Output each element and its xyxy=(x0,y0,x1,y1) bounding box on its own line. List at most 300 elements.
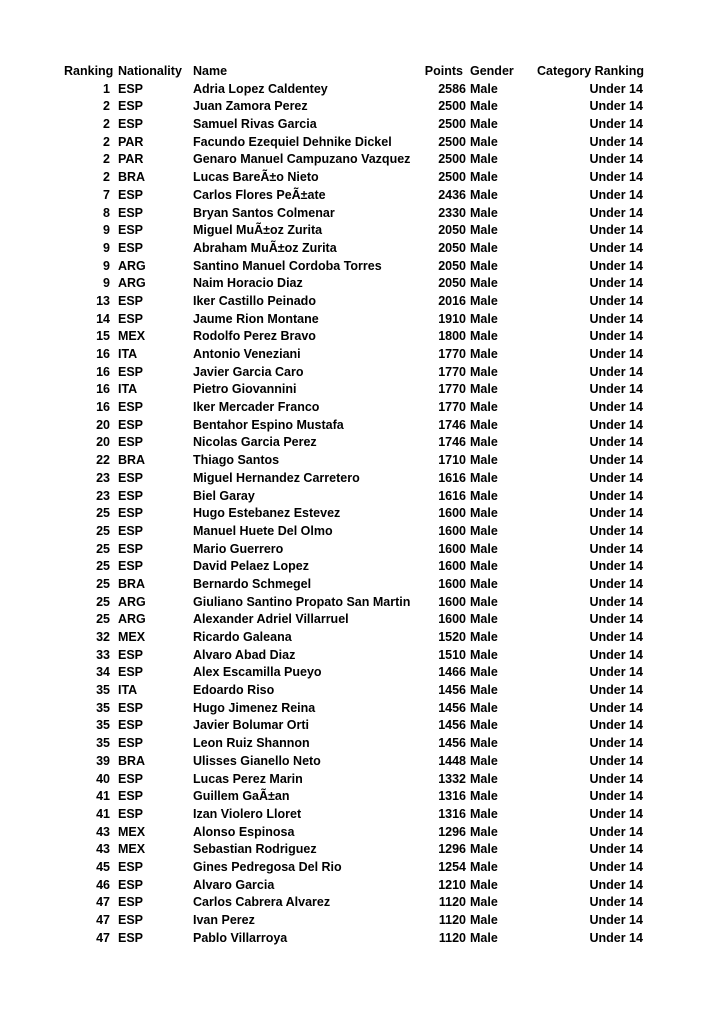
cell-nationality: ESP xyxy=(118,877,144,892)
cell-category-ranking: Under 14 xyxy=(589,134,643,149)
cell-gender: Male xyxy=(470,364,498,379)
cell-nationality: ESP xyxy=(118,400,144,415)
table-row xyxy=(64,576,644,594)
table-row xyxy=(64,877,644,895)
cell-category-ranking: Under 14 xyxy=(589,824,643,839)
cell-gender: Male xyxy=(470,576,498,591)
cell-nationality: ARG xyxy=(118,612,146,627)
cell-gender: Male xyxy=(470,700,498,715)
cell-nationality: ARG xyxy=(118,276,146,291)
cell-category-ranking: Under 14 xyxy=(589,630,643,644)
cell-category-ranking: Under 14 xyxy=(589,895,643,910)
cell-nationality: MEX xyxy=(118,824,146,839)
cell-points: 1600 xyxy=(438,506,466,521)
cell-points: 1746 xyxy=(438,417,466,432)
cell-points: 1710 xyxy=(438,453,466,468)
cell-category-ranking: Under 14 xyxy=(589,417,643,432)
cell-ranking: 20 xyxy=(96,417,110,432)
cell-category-ranking: Under 14 xyxy=(589,576,643,591)
cell-points: 1600 xyxy=(438,523,466,538)
table-row xyxy=(64,452,644,470)
cell-points: 1210 xyxy=(438,877,466,892)
cell-category-ranking: Under 14 xyxy=(589,347,643,361)
table-row xyxy=(64,205,644,223)
cell-name: Alvaro Garcia xyxy=(193,877,275,892)
cell-ranking: 35 xyxy=(96,683,110,698)
cell-category-ranking: Under 14 xyxy=(589,276,643,291)
table-row xyxy=(64,417,644,435)
cell-nationality: ESP xyxy=(118,736,144,751)
cell-nationality: PAR xyxy=(118,134,144,149)
cell-points: 1600 xyxy=(438,612,466,627)
table-row xyxy=(64,311,644,329)
cell-name: Ricardo Galeana xyxy=(193,630,292,644)
cell-gender: Male xyxy=(470,771,498,786)
cell-points: 1616 xyxy=(438,470,466,485)
cell-gender: Male xyxy=(470,435,498,450)
table-row xyxy=(64,664,644,682)
cell-nationality: ESP xyxy=(118,665,144,680)
table-row xyxy=(64,735,644,753)
cell-gender: Male xyxy=(470,665,498,680)
cell-gender: Male xyxy=(470,753,498,768)
table-row xyxy=(64,98,644,116)
cell-name: Naim Horacio Diaz xyxy=(193,276,303,291)
cell-category-ranking: Under 14 xyxy=(589,683,643,698)
cell-category-ranking: Under 14 xyxy=(589,736,643,751)
cell-name: Ulisses Gianello Neto xyxy=(193,753,321,768)
cell-points: 1770 xyxy=(438,382,466,397)
cell-name: Juan Zamora Perez xyxy=(193,99,308,114)
cell-points: 1254 xyxy=(438,859,466,874)
cell-ranking: 40 xyxy=(96,771,110,786)
cell-category-ranking: Under 14 xyxy=(589,718,643,733)
cell-nationality: ESP xyxy=(118,913,144,927)
cell-name: Javier Bolumar Orti xyxy=(193,718,310,733)
table-row xyxy=(64,488,644,506)
cell-name: Rodolfo Perez Bravo xyxy=(193,329,316,344)
cell-category-ranking: Under 14 xyxy=(589,99,643,114)
table-row xyxy=(64,558,644,576)
cell-ranking: 39 xyxy=(96,753,110,768)
cell-nationality: ITA xyxy=(118,683,138,698)
cell-points: 1910 xyxy=(438,311,466,326)
cell-nationality: ESP xyxy=(118,559,144,574)
cell-category-ranking: Under 14 xyxy=(589,400,643,415)
cell-name: Santino Manuel Cordoba Torres xyxy=(193,258,382,273)
cell-nationality: BRA xyxy=(118,576,146,591)
cell-category-ranking: Under 14 xyxy=(589,170,643,185)
table-row xyxy=(64,771,644,789)
table-row xyxy=(64,700,644,718)
cell-points: 2500 xyxy=(438,134,466,149)
table-row xyxy=(64,328,644,346)
cell-name: Genaro Manuel Campuzano Vazquez xyxy=(193,152,411,167)
cell-points: 2436 xyxy=(438,187,466,202)
table-row xyxy=(64,434,644,452)
cell-name: Alexander Adriel Villarruel xyxy=(193,612,349,627)
cell-points: 1296 xyxy=(438,842,466,857)
cell-name: Carlos Cabrera Alvarez xyxy=(193,895,331,910)
cell-nationality: ESP xyxy=(118,364,144,379)
cell-nationality: ESP xyxy=(118,895,144,910)
table-row xyxy=(64,470,644,488)
cell-name: Izan Violero Lloret xyxy=(193,806,302,821)
cell-gender: Male xyxy=(470,630,498,644)
cell-ranking: 23 xyxy=(96,488,110,503)
table-row xyxy=(64,169,644,187)
table-row xyxy=(64,293,644,311)
cell-gender: Male xyxy=(470,541,498,556)
cell-category-ranking: Under 14 xyxy=(589,364,643,379)
cell-category-ranking: Under 14 xyxy=(589,506,643,521)
cell-gender: Male xyxy=(470,824,498,839)
cell-category-ranking: Under 14 xyxy=(589,240,643,255)
column-header-points: Points xyxy=(424,64,463,78)
table-row xyxy=(64,806,644,824)
cell-category-ranking: Under 14 xyxy=(589,842,643,857)
cell-ranking: 25 xyxy=(96,594,110,609)
table-row xyxy=(64,523,644,541)
cell-name: Sebastian Rodriguez xyxy=(193,842,317,857)
cell-name: Miguel Hernandez Carretero xyxy=(193,470,360,485)
cell-ranking: 47 xyxy=(96,930,110,945)
table-row xyxy=(64,611,644,629)
cell-name: Adria Lopez Caldentey xyxy=(193,81,328,96)
column-header-nationality: Nationality xyxy=(118,64,182,78)
cell-category-ranking: Under 14 xyxy=(589,117,643,132)
cell-ranking: 9 xyxy=(103,276,110,291)
cell-ranking: 23 xyxy=(96,470,110,485)
cell-nationality: ESP xyxy=(118,293,144,308)
cell-ranking: 35 xyxy=(96,718,110,733)
cell-gender: Male xyxy=(470,877,498,892)
cell-ranking: 2 xyxy=(103,170,110,185)
cell-nationality: ESP xyxy=(118,806,144,821)
cell-name: Javier Garcia Caro xyxy=(193,364,304,379)
cell-category-ranking: Under 14 xyxy=(589,665,643,680)
cell-category-ranking: Under 14 xyxy=(589,541,643,556)
cell-points: 2050 xyxy=(438,258,466,273)
cell-ranking: 41 xyxy=(96,789,110,804)
cell-points: 2586 xyxy=(438,81,466,96)
table-row xyxy=(64,346,644,364)
cell-nationality: ESP xyxy=(118,435,144,450)
cell-nationality: BRA xyxy=(118,453,146,468)
cell-points: 2500 xyxy=(438,170,466,185)
cell-name: Ivan Perez xyxy=(193,913,255,927)
table-row xyxy=(64,187,644,205)
cell-ranking: 43 xyxy=(96,842,110,857)
cell-gender: Male xyxy=(470,718,498,733)
cell-ranking: 47 xyxy=(96,895,110,910)
cell-name: Abraham MuÃ±oz Zurita xyxy=(193,240,337,255)
cell-name: Hugo Estebanez Estevez xyxy=(193,506,341,521)
cell-points: 1120 xyxy=(438,930,466,945)
cell-name: Giuliano Santino Propato San Martin xyxy=(193,594,411,609)
cell-category-ranking: Under 14 xyxy=(589,293,643,308)
cell-ranking: 35 xyxy=(96,736,110,751)
cell-name: Facundo Ezequiel Dehnike Dickel xyxy=(193,134,392,149)
cell-ranking: 25 xyxy=(96,506,110,521)
cell-points: 1770 xyxy=(438,347,466,361)
cell-category-ranking: Under 14 xyxy=(589,930,643,945)
cell-nationality: ESP xyxy=(118,771,144,786)
table-row xyxy=(64,930,644,948)
cell-ranking: 16 xyxy=(96,400,110,415)
cell-ranking: 35 xyxy=(96,700,110,715)
cell-ranking: 13 xyxy=(96,293,110,308)
cell-category-ranking: Under 14 xyxy=(589,311,643,326)
cell-category-ranking: Under 14 xyxy=(589,223,643,238)
cell-category-ranking: Under 14 xyxy=(589,789,643,804)
cell-ranking: 2 xyxy=(103,99,110,114)
cell-name: David Pelaez Lopez xyxy=(193,559,310,574)
cell-points: 1600 xyxy=(438,559,466,574)
cell-category-ranking: Under 14 xyxy=(589,612,643,627)
cell-gender: Male xyxy=(470,789,498,804)
cell-nationality: ESP xyxy=(118,506,144,521)
cell-category-ranking: Under 14 xyxy=(589,771,643,786)
cell-category-ranking: Under 14 xyxy=(589,152,643,167)
cell-nationality: ESP xyxy=(118,187,144,202)
cell-points: 2050 xyxy=(438,276,466,291)
cell-nationality: ITA xyxy=(118,347,138,361)
cell-ranking: 16 xyxy=(96,382,110,397)
table-row xyxy=(64,717,644,735)
cell-category-ranking: Under 14 xyxy=(589,81,643,96)
cell-name: Pablo Villarroya xyxy=(193,930,288,945)
cell-gender: Male xyxy=(470,559,498,574)
cell-gender: Male xyxy=(470,594,498,609)
cell-points: 2500 xyxy=(438,99,466,114)
cell-gender: Male xyxy=(470,895,498,910)
cell-gender: Male xyxy=(470,187,498,202)
cell-category-ranking: Under 14 xyxy=(589,382,643,397)
cell-points: 1600 xyxy=(438,576,466,591)
column-header-ranking: Ranking xyxy=(64,64,114,78)
cell-nationality: PAR xyxy=(118,152,144,167)
cell-name: Nicolas Garcia Perez xyxy=(193,435,317,450)
cell-ranking: 14 xyxy=(96,311,110,326)
table-body xyxy=(64,81,644,948)
cell-gender: Male xyxy=(470,612,498,627)
cell-ranking: 33 xyxy=(96,647,110,662)
cell-name: Samuel Rivas Garcia xyxy=(193,117,317,132)
cell-points: 2500 xyxy=(438,117,466,132)
cell-name: Lucas BareÃ±o Nieto xyxy=(193,170,319,185)
cell-category-ranking: Under 14 xyxy=(589,594,643,609)
table-row xyxy=(64,629,644,647)
cell-name: Antonio Veneziani xyxy=(193,347,301,361)
table-row xyxy=(64,912,644,930)
cell-ranking: 20 xyxy=(96,435,110,450)
cell-ranking: 16 xyxy=(96,364,110,379)
table-row xyxy=(64,841,644,859)
cell-name: Iker Castillo Peinado xyxy=(193,293,316,308)
cell-points: 1316 xyxy=(438,789,466,804)
cell-name: Iker Mercader Franco xyxy=(193,400,320,415)
cell-gender: Male xyxy=(470,736,498,751)
cell-nationality: ESP xyxy=(118,99,144,114)
cell-name: Pietro Giovannini xyxy=(193,382,297,397)
cell-ranking: 2 xyxy=(103,152,110,167)
cell-ranking: 9 xyxy=(103,223,110,238)
table-row xyxy=(64,364,644,382)
cell-nationality: ESP xyxy=(118,930,144,945)
cell-points: 2050 xyxy=(438,223,466,238)
cell-name: Gines Pedregosa Del Rio xyxy=(193,859,342,874)
cell-gender: Male xyxy=(470,258,498,273)
cell-category-ranking: Under 14 xyxy=(589,753,643,768)
cell-category-ranking: Under 14 xyxy=(589,470,643,485)
cell-points: 1332 xyxy=(438,771,466,786)
cell-nationality: ESP xyxy=(118,240,144,255)
cell-ranking: 9 xyxy=(103,240,110,255)
cell-points: 1120 xyxy=(438,895,466,910)
cell-category-ranking: Under 14 xyxy=(589,187,643,202)
cell-category-ranking: Under 14 xyxy=(589,258,643,273)
cell-category-ranking: Under 14 xyxy=(589,523,643,538)
table-row xyxy=(64,541,644,559)
table-row xyxy=(64,682,644,700)
cell-name: Mario Guerrero xyxy=(193,541,284,556)
cell-ranking: 41 xyxy=(96,806,110,821)
cell-name: Carlos Flores PeÃ±ate xyxy=(193,187,326,202)
cell-nationality: ESP xyxy=(118,859,144,874)
cell-nationality: ESP xyxy=(118,311,144,326)
cell-category-ranking: Under 14 xyxy=(589,559,643,574)
cell-name: Alvaro Abad Diaz xyxy=(193,647,296,662)
cell-gender: Male xyxy=(470,806,498,821)
ranking-table xyxy=(64,63,644,947)
cell-category-ranking: Under 14 xyxy=(589,205,643,220)
cell-points: 1456 xyxy=(438,718,466,733)
cell-category-ranking: Under 14 xyxy=(589,913,643,927)
cell-ranking: 25 xyxy=(96,541,110,556)
table-row xyxy=(64,788,644,806)
cell-ranking: 7 xyxy=(103,187,110,202)
cell-points: 1456 xyxy=(438,700,466,715)
table-row xyxy=(64,647,644,665)
cell-name: Miguel MuÃ±oz Zurita xyxy=(193,223,323,238)
cell-points: 1800 xyxy=(438,329,466,344)
cell-points: 1510 xyxy=(438,647,466,662)
cell-category-ranking: Under 14 xyxy=(589,453,643,468)
table-row xyxy=(64,275,644,293)
cell-ranking: 16 xyxy=(96,347,110,361)
cell-ranking: 22 xyxy=(96,453,110,468)
cell-nationality: ESP xyxy=(118,223,144,238)
cell-points: 2016 xyxy=(438,293,466,308)
cell-points: 1120 xyxy=(438,913,466,927)
column-header-gender: Gender xyxy=(470,64,514,78)
cell-nationality: ESP xyxy=(118,81,144,96)
table-row xyxy=(64,151,644,169)
cell-ranking: 2 xyxy=(103,117,110,132)
table-row xyxy=(64,894,644,912)
cell-gender: Male xyxy=(470,81,498,96)
cell-ranking: 15 xyxy=(96,329,110,344)
cell-gender: Male xyxy=(470,223,498,238)
cell-ranking: 25 xyxy=(96,576,110,591)
cell-category-ranking: Under 14 xyxy=(589,700,643,715)
cell-ranking: 43 xyxy=(96,824,110,839)
cell-category-ranking: Under 14 xyxy=(589,488,643,503)
cell-gender: Male xyxy=(470,240,498,255)
cell-nationality: ESP xyxy=(118,470,144,485)
cell-gender: Male xyxy=(470,311,498,326)
cell-gender: Male xyxy=(470,842,498,857)
cell-ranking: 46 xyxy=(96,877,110,892)
cell-category-ranking: Under 14 xyxy=(589,806,643,821)
table-row xyxy=(64,240,644,258)
cell-points: 1456 xyxy=(438,736,466,751)
column-header-name: Name xyxy=(193,64,228,78)
cell-name: Bentahor Espino Mustafa xyxy=(193,417,344,432)
table-row xyxy=(64,258,644,276)
cell-name: Alonso Espinosa xyxy=(193,824,295,839)
cell-nationality: ARG xyxy=(118,258,146,273)
cell-points: 1316 xyxy=(438,806,466,821)
cell-name: Bernardo Schmegel xyxy=(193,576,312,591)
cell-points: 1456 xyxy=(438,683,466,698)
cell-nationality: ESP xyxy=(118,541,144,556)
cell-points: 2050 xyxy=(438,240,466,255)
cell-gender: Male xyxy=(470,170,498,185)
cell-gender: Male xyxy=(470,647,498,662)
cell-points: 1770 xyxy=(438,364,466,379)
table-row xyxy=(64,81,644,99)
cell-nationality: ITA xyxy=(118,382,138,397)
cell-nationality: MEX xyxy=(118,630,146,644)
cell-nationality: ESP xyxy=(118,647,144,662)
table-row xyxy=(64,222,644,240)
cell-gender: Male xyxy=(470,382,498,397)
cell-nationality: ESP xyxy=(118,700,144,715)
cell-nationality: MEX xyxy=(118,842,146,857)
table-row xyxy=(64,859,644,877)
table-row xyxy=(64,505,644,523)
cell-nationality: MEX xyxy=(118,329,146,344)
cell-points: 1466 xyxy=(438,665,466,680)
cell-category-ranking: Under 14 xyxy=(589,859,643,874)
cell-gender: Male xyxy=(470,488,498,503)
cell-nationality: ESP xyxy=(118,117,144,132)
cell-name: Lucas Perez Marin xyxy=(193,771,303,786)
cell-points: 1616 xyxy=(438,488,466,503)
cell-gender: Male xyxy=(470,152,498,167)
cell-gender: Male xyxy=(470,683,498,698)
column-header-category-ranking: Category Ranking xyxy=(537,64,644,78)
cell-gender: Male xyxy=(470,117,498,132)
table-row xyxy=(64,824,644,842)
cell-nationality: ESP xyxy=(118,789,144,804)
cell-category-ranking: Under 14 xyxy=(589,435,643,450)
cell-points: 1520 xyxy=(438,630,466,644)
cell-gender: Male xyxy=(470,417,498,432)
cell-gender: Male xyxy=(470,134,498,149)
cell-ranking: 1 xyxy=(103,81,110,96)
cell-points: 1746 xyxy=(438,435,466,450)
cell-nationality: ESP xyxy=(118,417,144,432)
cell-points: 1770 xyxy=(438,400,466,415)
cell-ranking: 45 xyxy=(96,859,110,874)
cell-ranking: 32 xyxy=(96,630,110,644)
cell-name: Leon Ruiz Shannon xyxy=(193,736,310,751)
cell-points: 1600 xyxy=(438,541,466,556)
table-row xyxy=(64,594,644,612)
